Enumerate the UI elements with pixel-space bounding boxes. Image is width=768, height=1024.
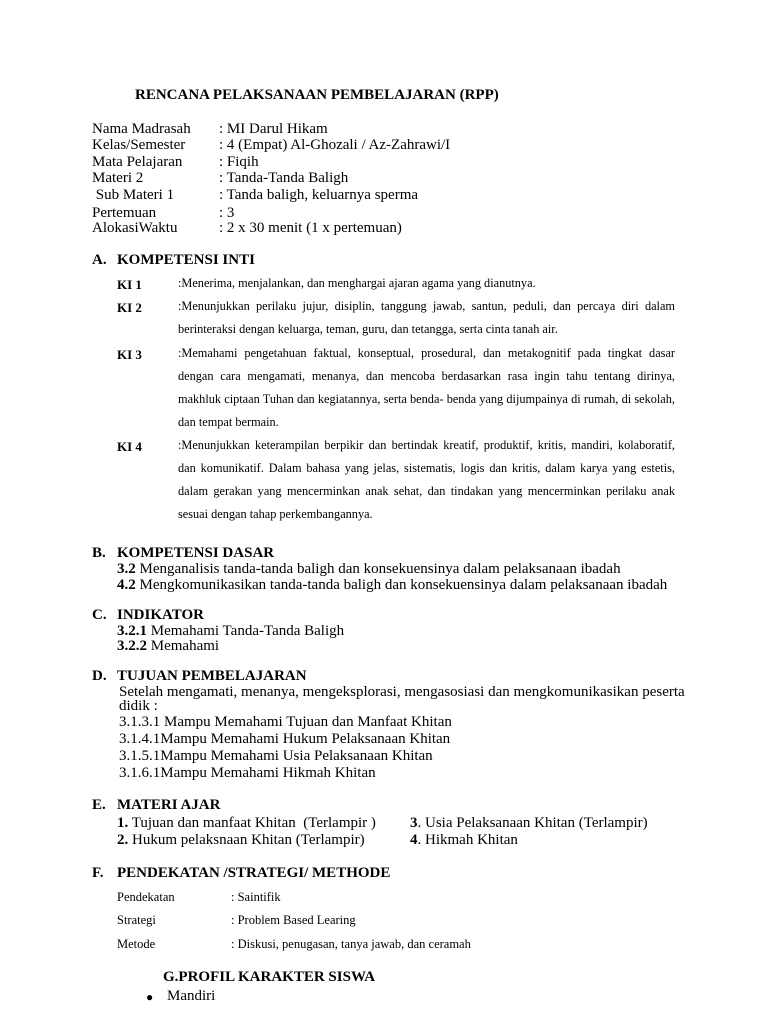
indicator-number: 3.2.1 xyxy=(117,623,147,639)
materi-item xyxy=(117,832,365,848)
objective-item: 3.1.5.1Mampu Memahami Usia Pelaksanaan Khitan xyxy=(119,748,433,764)
section-b-letter: B. xyxy=(92,545,106,561)
identity-label: Materi 2 xyxy=(92,170,144,186)
objective-item: 3.1.4.1Mampu Memahami Hukum Pelaksanaan Khitan xyxy=(119,731,451,747)
section-b-heading: KOMPETENSI DASAR xyxy=(117,545,275,561)
kd-text: Mengkomunikasikan tanda-tanda baligh dan konsekuensinya dalam pelaksanaan ibadah xyxy=(135,577,668,593)
materi-text: Tujuan dan manfaat Khitan (Terlampir ) xyxy=(128,815,376,831)
materi-item xyxy=(410,815,648,831)
identity-value: : 4 (Empat) Al-Ghozali / Az-Zahrawi/I xyxy=(219,137,451,153)
ki-text: :Menunjukkan keterampilan berpikir dan bertindak kreatif, produktif, kritis, mandiri, kolaboratif, dan komunikatif. Dalam bahasa yang jelas, sistematis, logis dan kritis, dalam karya yang estetis, dalam gerakan yang mencerminkan anak sehat, dan tindakan yang mencerminkan perilaku anak sesuai dengan tahap perkembangannya. xyxy=(178,438,675,521)
section-f-heading: PENDEKATAN /STRATEGI/ METHODE xyxy=(117,865,391,881)
method-value: : Diskusi, penugasan, tanya jawab, dan ceramah xyxy=(231,937,471,951)
materi-item xyxy=(410,832,518,848)
document-title: RENCANA PELAKSANAAN PEMBELAJARAN (RPP) xyxy=(135,87,499,103)
objective-item: 3.1.6.1Mampu Memahami Hikmah Khitan xyxy=(119,765,376,781)
section-e-heading: MATERI AJAR xyxy=(117,797,221,813)
identity-label: Kelas/Semester xyxy=(92,137,186,153)
section-e-letter: E. xyxy=(92,797,106,813)
section-f-letter: F. xyxy=(92,865,104,881)
identity-label: Pertemuan xyxy=(92,205,157,221)
section-d-letter: D. xyxy=(92,668,107,684)
profile-item: Mandiri xyxy=(167,988,216,1004)
bullet-icon: ● xyxy=(146,990,154,1004)
section-a-letter: A. xyxy=(92,252,107,268)
section-c-heading: INDIKATOR xyxy=(117,607,204,623)
identity-value: : Tanda-Tanda Baligh xyxy=(219,170,349,186)
section-c-letter: C. xyxy=(92,607,107,623)
indicator-item xyxy=(117,638,219,654)
identity-label: Sub Materi 1 xyxy=(92,187,175,203)
identity-label: AlokasiWaktu xyxy=(92,220,178,236)
identity-label: Nama Madrasah xyxy=(92,121,191,137)
indicator-text: Memahami xyxy=(147,638,220,654)
ki-code: KI 2 xyxy=(117,300,142,315)
materi-text: Hukum pelaksnaan Khitan (Terlampir) xyxy=(128,832,365,848)
materi-number: 4 xyxy=(410,832,418,848)
kd-number: 4.2 xyxy=(117,577,136,593)
method-label: Metode xyxy=(117,937,156,951)
approach-label: Pendekatan xyxy=(117,890,175,904)
kd-text: Menganalisis tanda-tanda baligh dan konsekuensinya dalam pelaksanaan ibadah xyxy=(135,561,621,577)
ki-text: :Menunjukkan perilaku jujur, disiplin, tanggung jawab, santun, peduli, dan percaya diri dalam berinteraksi dengan keluarga, teman, guru, dan tetangga, serta cinta tanah air. xyxy=(178,299,675,336)
indicator-text: Memahami Tanda-Tanda Baligh xyxy=(147,623,345,639)
approach-value: : Saintifik xyxy=(231,890,281,904)
ki-text: :Memahami pengetahuan faktual, konseptual, prosedural, dan metakognitif pada tingkat dasar dengan cara mengamati, menanya, dan mencoba berdasarkan rasa ingin tahu tentang dirinya, makhluk ciptaan Tuhan dan kegiatannya, serta benda- benda yang dijumpainya di rumah, di sekolah, dan tempat bermain. xyxy=(178,346,675,429)
materi-text: . Usia Pelaksanaan Khitan (Terlampir) xyxy=(417,815,648,831)
identity-label: Mata Pelajaran xyxy=(92,154,183,170)
identity-value: : MI Darul Hikam xyxy=(219,121,328,137)
ki-text: :Menerima, menjalankan, dan menghargai ajaran agama yang dianutnya. xyxy=(178,276,536,290)
objective-intro: didik : xyxy=(119,698,158,714)
identity-value: : 3 xyxy=(219,205,235,221)
indicator-item xyxy=(117,623,344,639)
indicator-number: 3.2.2 xyxy=(117,638,147,654)
materi-item xyxy=(117,815,376,831)
kd-item xyxy=(117,561,621,577)
section-d-heading: TUJUAN PEMBELAJARAN xyxy=(117,668,307,684)
strategy-label: Strategi xyxy=(117,913,156,927)
ki-code: KI 3 xyxy=(117,347,142,362)
objective-intro: Setelah mengamati, menanya, mengeksplorasi, mengasosiasi dan mengkomunikasikan peserta xyxy=(119,684,685,700)
identity-value: : Fiqih xyxy=(219,154,259,170)
objective-item: 3.1.3.1 Mampu Memahami Tujuan dan Manfaat Khitan xyxy=(119,714,452,730)
strategy-value: : Problem Based Learing xyxy=(231,913,356,927)
identity-value: : 2 x 30 menit (1 x pertemuan) xyxy=(219,220,402,236)
materi-text: . Hikmah Khitan xyxy=(417,832,518,848)
ki-code: KI 1 xyxy=(117,277,142,292)
kd-item xyxy=(117,577,667,593)
materi-number: 3 xyxy=(410,815,418,831)
section-g-heading: G.PROFIL KARAKTER SISWA xyxy=(163,969,376,985)
materi-number: 2. xyxy=(117,832,129,848)
kd-number: 3.2 xyxy=(117,561,136,577)
ki-code: KI 4 xyxy=(117,439,142,454)
identity-value: : Tanda baligh, keluarnya sperma xyxy=(219,187,419,203)
section-a-heading: KOMPETENSI INTI xyxy=(117,252,255,268)
materi-number: 1. xyxy=(117,815,129,831)
